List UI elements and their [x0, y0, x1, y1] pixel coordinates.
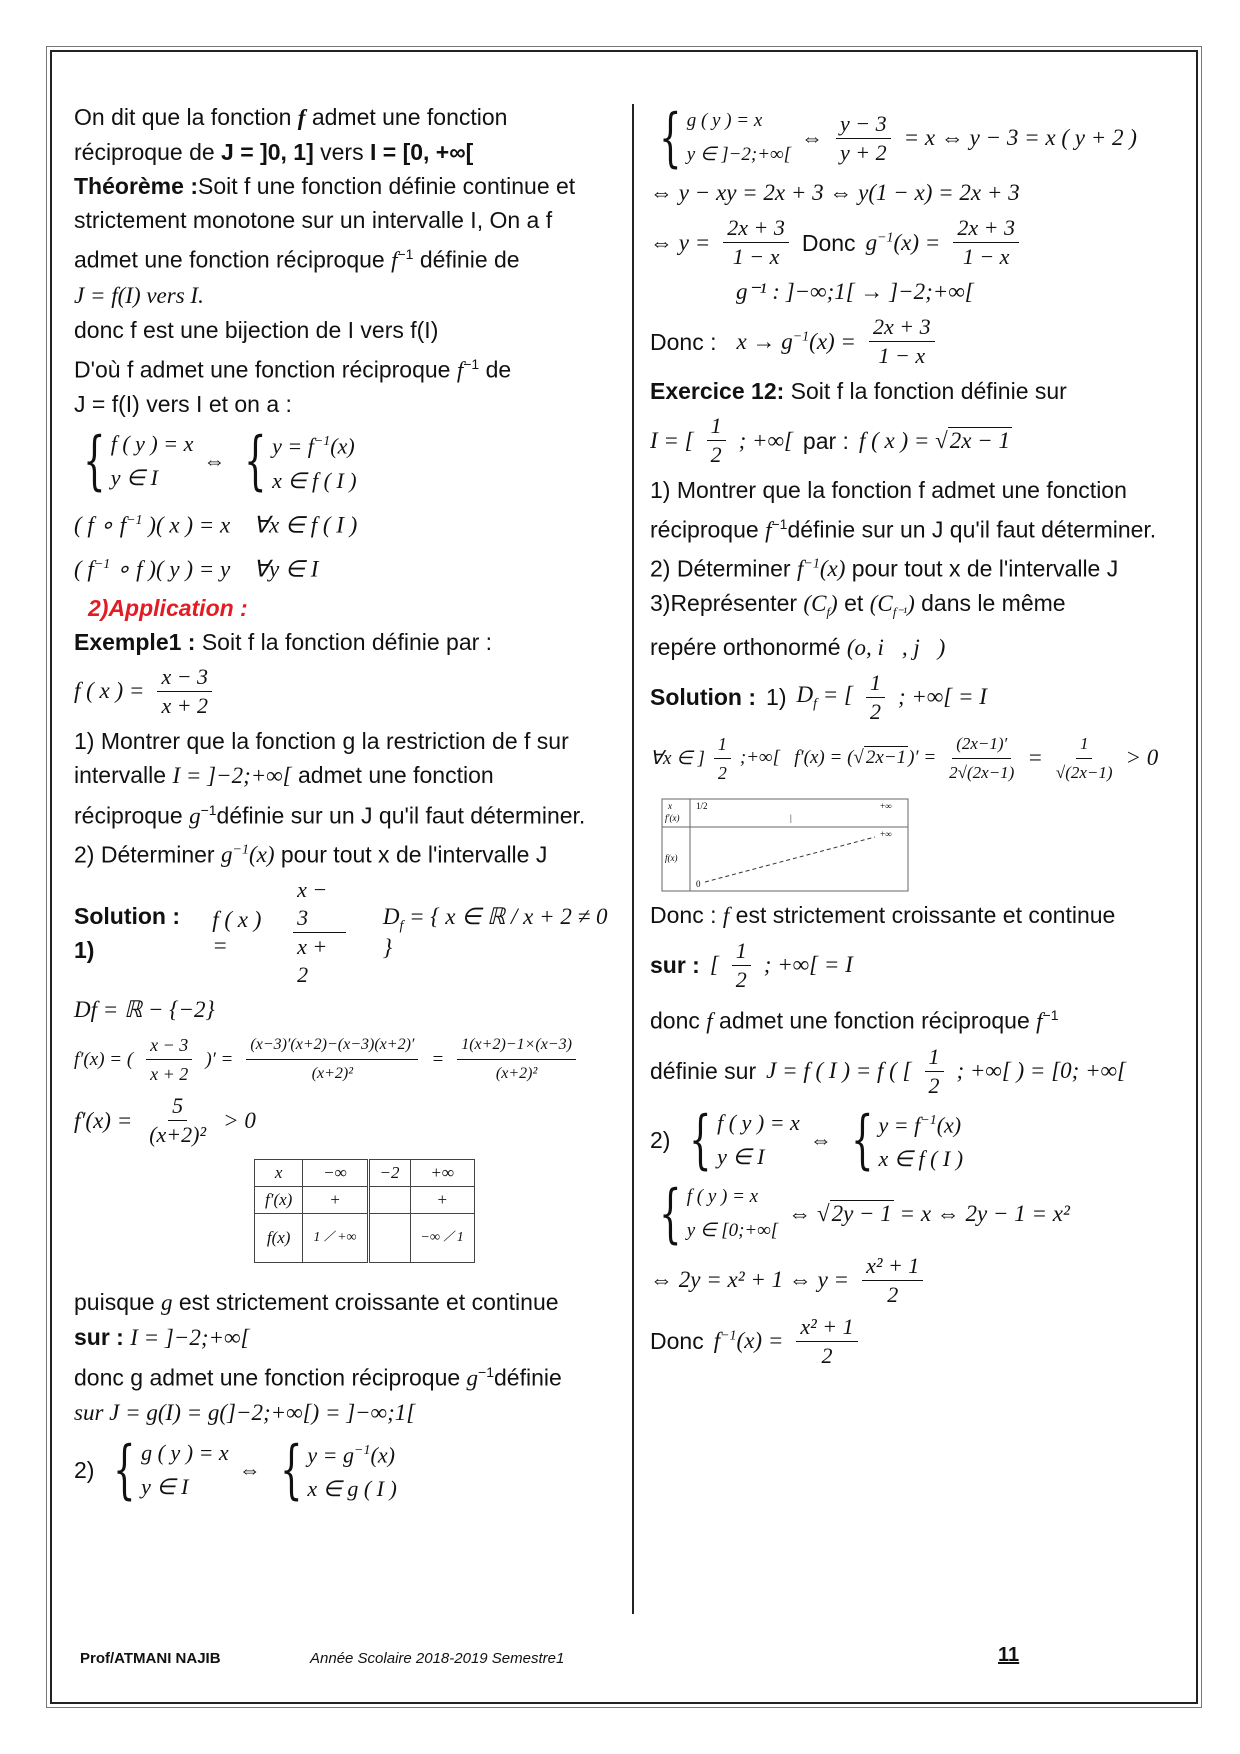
footer-year: Année Scolaire 2018-2019 Semestre1	[310, 1650, 565, 1667]
donc-g-line: donc g admet une fonction réciproque $g^{-1}définie$	[74, 1364, 562, 1391]
question-1b: réciproque $g^{-1}définie$ sur un J qu'il faut déterminer.	[74, 801, 586, 829]
ex12-q3b: repére orthonormé (o, i⃗, j⃗)	[650, 633, 946, 660]
puisque-line: puisque g est strictement croissante et continue	[74, 1289, 559, 1316]
bijection-line: donc f est une bijection de I vers f(I)	[74, 316, 439, 343]
svg-text:+∞: +∞	[880, 800, 892, 811]
right-column	[650, 100, 1180, 1374]
dou-line: D'où f admet une fonction réciproque $f^{-1}$ de	[74, 355, 512, 383]
ex12-q1: 1) Montrer que la fonction f admet une fonction réciproque $f^{-1}définie$ sur un J qu'il faut déterminer.	[650, 477, 1157, 543]
exercise-12-def: I = [ $\frac{1}{2}$ ; +∞[ par : f ( x ) = √2x − 1	[650, 413, 1010, 467]
question-2: 2) Déterminer $g^{-1}(x)$ pour tout x de l'intervalle J	[74, 841, 548, 868]
derivative: f′(x) = ( $\frac{x - 3}{x + 2}$ )′ = $\frac{(x-3)'(x+2)-(x-3)(x+2)'}{\text{(x+2)²}}$ = $\frac{1(x+2)-1\times(x-3)}{\text{(x+2)²}}$	[74, 1031, 614, 1088]
system-f2: { f ( y ) = x y ∈ [0;+∞[ ⇔ √2y − 1 = x ⇔ 2y − 1 = x²	[659, 1176, 1070, 1251]
step-2: ⇔ y = $\frac{2x + 3}{1 - x}$ Donc $g^{-1}(x)$ = $\frac{2x + 3}{1 - x}$	[650, 214, 1180, 271]
composition-1: ( f ∘ $f^{-1}$ )( x ) = x ∀x ∈ f ( I )	[74, 512, 358, 538]
theorem: Théorème :Soit f une fonction définie continue et strictement monotone sur un intervalle I, On a f admet une fonction réciproque $f^{-1}$ définie de J = f(I) vers I.	[74, 173, 576, 308]
page-number: 11	[998, 1644, 1020, 1666]
svg-text:f′(x): f′(x)	[665, 812, 680, 823]
donc-croissante: Donc : f est strictement croissante et continue	[650, 901, 1116, 928]
svg-text:1/2: 1/2	[696, 800, 708, 811]
system-g: 2) { g ( y ) = x y ∈ I ⇔ { $y = g^{-1}(x)$ x ∈ g ( I )	[74, 1433, 397, 1508]
svg-text:+∞: +∞	[880, 828, 892, 839]
ex12-derivative: ∀x ∈ ] $\frac{1}{2}$ ;+∞[ f′(x) = (√ 2x−1 )′ = $\frac{(2x-1)'}{2√(2x-1)}$ = $\frac{1}{√(2x-1)}$ > 0	[650, 730, 1180, 787]
exercise-12: Exercice 12: Soit f la fonction définie sur	[650, 378, 1067, 404]
ex12-q3: 3)Représenter $(C_f)$ et $(C_{f^{-1}})$ dans le même	[650, 590, 1066, 620]
example1: Exemple1 : Soit f la fonction définie par :	[74, 628, 493, 655]
solution-1: Solution : 1) f ( x ) = $\frac{x - 3}{x + 2}$ $D_f$ = { x ∈ ℝ / x + 2 ≠ 0 }	[74, 877, 608, 988]
definie-sur: définie sur J = f ( I ) = f ( [ $\frac{1}{2}$ ; +∞[ ) = [0; +∞[	[650, 1043, 1126, 1098]
sur-interval: sur : [ $\frac{1}{2}$ ; +∞[ = I	[650, 937, 853, 992]
left-column	[74, 100, 614, 1510]
domain: Df = ℝ − {−2}	[74, 997, 215, 1023]
ex12-q2: 2) Déterminer $f^{-1}(x)$ pour tout x de l'intervalle J	[650, 555, 1119, 582]
step-1: ⇔ y − xy = 2x + 3 ⇔ y(1 − x) = 2x + 3	[650, 180, 1020, 205]
svg-text:f(x): f(x)	[665, 852, 678, 863]
variation-table-1: x −∞ −2 +∞ f′(x) + + f(x) 1 ⟋ +∞ −∞ ⟋ 1	[254, 1159, 475, 1263]
sur-line: sur : I = ]−2;+∞[	[74, 1324, 250, 1351]
application-title: 2)Application :	[88, 594, 248, 621]
variation-table-2	[660, 797, 910, 893]
svg-text:0: 0	[696, 878, 701, 889]
svg-text:|: |	[790, 812, 792, 823]
composition-2: ( $f^{-1}$ ∘ f )( y ) = y ∀y ∈ I	[74, 556, 319, 582]
step-f-3: ⇔ 2y = x² + 1 ⇔ y = $\frac{\text{x² + 1}}{2}$	[650, 1252, 1180, 1309]
equivalence-system: { f ( y ) = x y ∈ I ⇔ { $y = f^{-1}(x)$ x ∈ f ( I )	[83, 424, 357, 499]
svg-text:x: x	[668, 800, 672, 811]
donc-reciproque: donc f admet une fonction réciproque $f^{-1}$	[650, 1006, 1059, 1034]
f-definition: f ( x ) = $\frac{x - 3}{x + 2}$	[74, 663, 614, 720]
footer-author: Prof/ATMANI NAJIB	[80, 1650, 221, 1667]
paragraph-reciproque: On dit que la fonction f admet une fonction réciproque de J = ]0, 1] vers I = [0, +∞[	[74, 104, 508, 165]
question-1: 1) Montrer que la fonction g la restriction de f sur intervalle I = ]−2;+∞[ admet une fonction	[74, 727, 569, 788]
result-f-inverse: Donc $f^{-1}(x)$ = $\frac{\text{x² + 1}}{2}$	[650, 1313, 1180, 1370]
system-f: 2) { f ( y ) = x y ∈ I ⇔ { $y = f^{-1}(x)$ x ∈ f ( I )	[650, 1102, 964, 1177]
donc-map: Donc : $x \to g^{-1}(x)$ = $\frac{2x + 3}{1 - x}$	[650, 313, 1180, 370]
sur-J-line: sur J = g(I) = g(]−2;+∞[) = ]−∞;1[	[74, 1399, 416, 1425]
dou-line-2: J = f(I) vers I et on a :	[74, 391, 292, 418]
system-g2: { g ( y ) = x y ∈ ]−2;+∞[ ⇔ $\frac{y - 3}{y + 2}$ = x ⇔ y − 3 = x ( y + 2 )	[659, 101, 1137, 175]
column-divider	[632, 104, 634, 1614]
ex12-solution: Solution : 1) $D_f$ = [ $\frac{1}{2}$ ; +∞[ = I	[650, 669, 987, 724]
derivative-result: f′(x) = $\frac{5}{\text{(x+2)²}}$ > 0	[74, 1093, 256, 1148]
map-g-inverse: g⁻¹ : ]−∞;1[ → ]−2;+∞[	[736, 279, 974, 304]
